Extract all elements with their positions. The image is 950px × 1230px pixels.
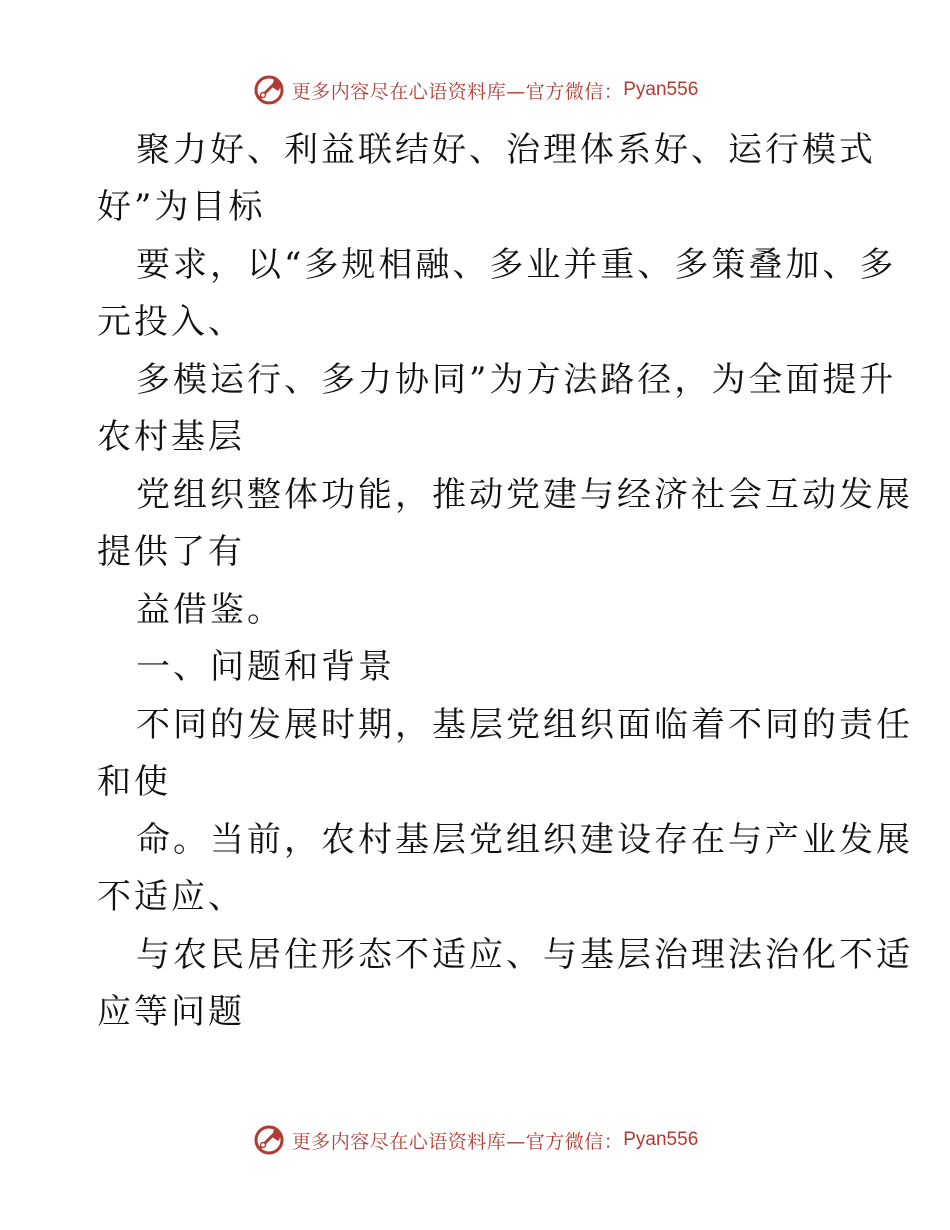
quill-seal-icon	[252, 73, 286, 107]
text-line: 提供了有	[97, 532, 245, 572]
section-heading: 一、问题和背景	[136, 647, 395, 687]
text-line: 农村基层	[97, 417, 245, 457]
watermark-handle: Pyan556	[623, 79, 699, 100]
text-line: 和使	[97, 762, 171, 802]
text-line: 聚力好、利益联结好、治理体系好、运行模式	[136, 130, 876, 170]
quill-seal-icon	[252, 1123, 286, 1157]
footer-watermark	[0, 1120, 950, 1160]
text-line: 要求，以“多规相融、多业并重、多策叠加、多	[136, 245, 897, 285]
header-watermark	[0, 70, 950, 110]
text-line: 好”为目标	[97, 187, 266, 227]
text-line: 不适应、	[97, 877, 245, 917]
text-line: 应等问题	[97, 992, 245, 1032]
text-line: 益借鉴。	[136, 590, 284, 630]
text-line: 命。当前，农村基层党组织建设存在与产业发展	[136, 820, 913, 860]
text-line: 党组织整体功能，推动党建与经济社会互动发展	[136, 475, 913, 515]
text-line: 与农民居住形态不适应、与基层治理法治化不适	[136, 935, 913, 975]
watermark-handle: Pyan556	[623, 1129, 699, 1150]
text-line: 不同的发展时期，基层党组织面临着不同的责任	[136, 705, 913, 745]
text-line: 元投入、	[97, 302, 245, 342]
watermark-text: 更多内容尽在心语资料库—官方微信：	[291, 1130, 624, 1153]
watermark-text: 更多内容尽在心语资料库—官方微信：	[291, 80, 624, 103]
text-line: 多模运行、多力协同”为方法路径，为全面提升	[136, 360, 897, 400]
